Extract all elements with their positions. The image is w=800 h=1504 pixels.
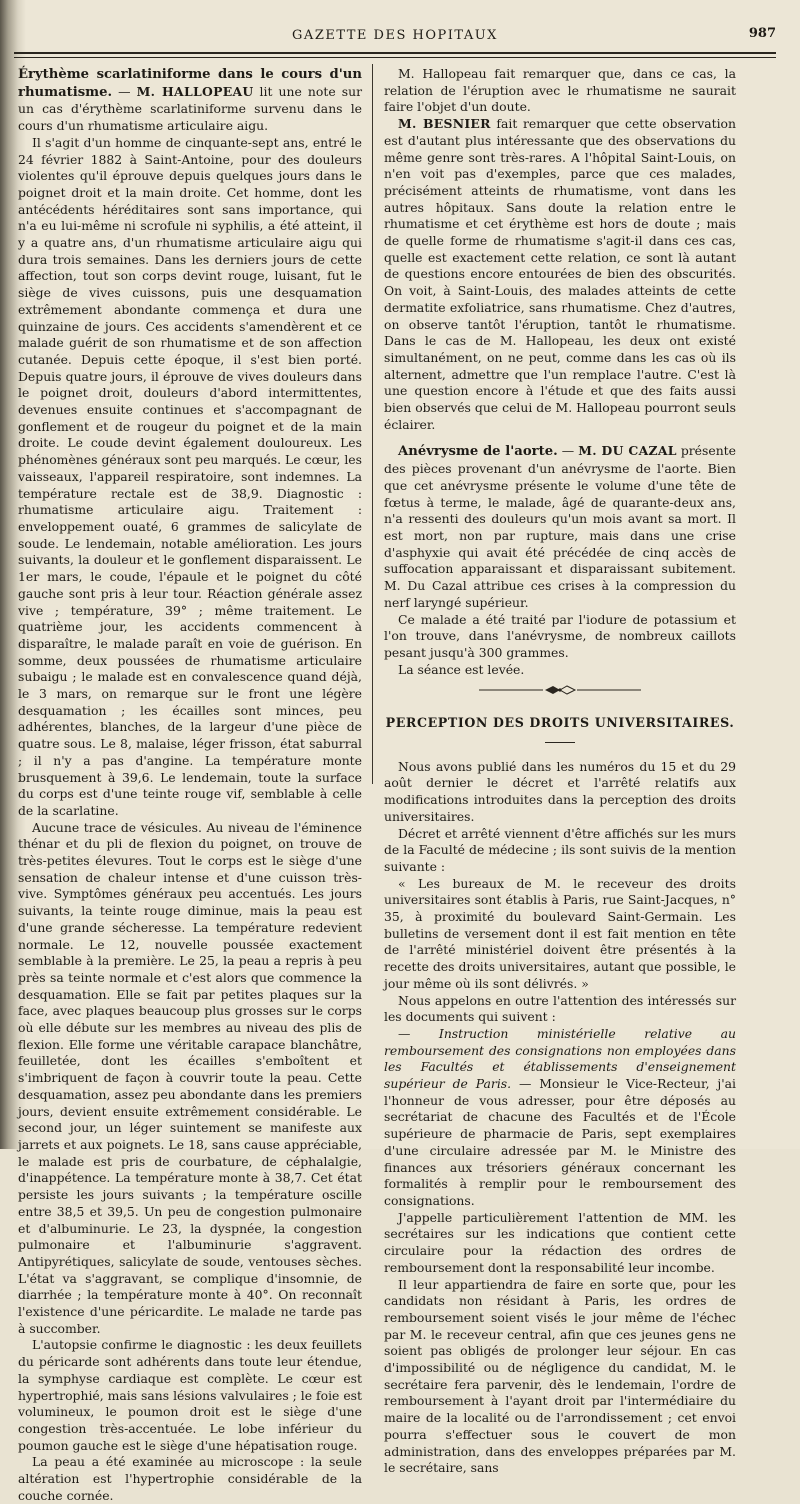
aneurysm-title: Anévrysme de l'aorte. xyxy=(398,444,558,460)
paragraph-quote: « Les bureaux de M. le receveur des droits universitaires sont établis à Paris, rue Saint-Jacques, n° 35, à proximité du boulevard Saint-Germain. Les bulletins de versement dont il est fait mention en tête de l'arrêté ministériel doivent être présentés à la recette des droits universitaires, autant que possible, le jour même où ils sont délivrés. » xyxy=(384,875,736,991)
section-short-rule xyxy=(545,742,575,743)
paragraph-instruction xyxy=(384,1026,736,1210)
besnier-text: fait remarquer que cette observation est d'autant plus intéressante que des observations du même genre sont très-rares. A l'hôpital Saint-Louis, on n'en voit pas d'exemples, parce que ces malades, précisément atteints de rhumatisme, vont dans les autres hôpitaux. Sans doute la relation entre le rhumatisme et cet érythème est hors de doute ; mais de quelle forme de rhumatisme s'agit-il dans ces cas, quelle est exactement cette relation, ce sont là autant de questions encore entourées de bien des obscurités. On voit, à Saint-Louis, des malades atteints de cette dermatite exfoliatrice, sans rhumatisme. Chez d'autres, on observe tantôt l'éruption, tantôt le rhumatisme. Dans le cas de M. Hallopeau, les deux ont existé simultanément, on ne peut, comme dans les cas où ils alternent, admettre que l'un remplace l'autre. C'est là une question encore à l'étude et que des faits aussi bien observés que celui de M. Hallopeau pourront seuls éclairer. xyxy=(384,116,736,432)
article-heading xyxy=(18,66,362,135)
instruction-title: — Instruction ministérielle relative au remboursement des consignations non employées dans les Facultés et établissements d'enseignement supérieur de Paris. xyxy=(384,1025,736,1092)
paragraph-session-closed: La séance est levée. xyxy=(398,661,525,677)
section-title: PERCEPTION DES DROITS UNIVERSITAIRES. xyxy=(385,715,735,731)
paragraph-case-history: Il s'agit d'un homme de cinquante-sept ans, entré le 24 février 1882 à Saint-Antoine, pour des douleurs violentes qu'il éprouve depuis quelques jours dans le poignet droit et la main droite. Cet homme, dont les antécédents héréditaires sont sans importance, qui n'a eu lui-même ni scrofule ni syphilis, a été atteint, il y a quatre ans, d'un rhumatisme articulaire aigu qui dura trois semaines. Dans les derniers jours de cette affection, tout son corps devint rouge, luisant, fut le siège de vives cuissons, puis une desquamation extrêmement abondante commença et dura une quinzaine de jours. Ces accidents s'amendèrent et ce malade guérit de son rhumatisme et de son affection cutanée. Depuis cette époque, il s'est bien porté. Depuis quatre jours, il éprouve de vives douleurs dans le poignet droit, douleurs d'abord intermittentes, devenues ensuite continues et s'accompagnant de gonflement et de rougeur du poignet et de la main droite. Le coude devint également douloureux. Les phénomènes généraux sont peu marqués. Le cœur, les vaisseaux, l'appareil respiratoire, sont indemnes. La température rectale est de 38,9. Diagnostic : rhumatisme articulaire aigu. Traitement : enveloppement ouaté, 6 grammes de salicylate de soude. Le lendemain, notable amélioration. Les jours suivants, la douleur et le gonflement disparaissent. Le 1er mars, le coude, l'épaule et le poignet du côté gauche sont pris à leur tour. Réaction générale assez vive ; température, 39° ; même traitement. Le quatrième jour, les accidents commencent à disparaître, le malade paraît en voie de guérison. En somme, deux poussées de rhumatisme articulaire subaigu ; le malade est en convalescence quand déjà, le 3 mars, on remarque sur le front une légère desquamation ; les écailles sont minces, peu adhérentes, blanches, de la largeur d'une pièce de quatre sous. Le 8, malaise, léger frisson, état saburral ; il n'y a pas d'angine. La température monte brusquement à 39,6. Le lendemain, toute la surface du corps est d'une teinte rouge vif, semblable à celle de la scarlatine. xyxy=(18,134,362,818)
ornament-icon xyxy=(475,684,645,696)
header-rule-thin xyxy=(14,57,776,58)
author-name: M. HALLOPEAU xyxy=(136,83,254,99)
header-rule-thick xyxy=(14,52,776,54)
author-besnier: M. BESNIER xyxy=(398,116,491,132)
left-column xyxy=(18,66,362,1504)
paragraph-candidates: Il leur appartiendra de faire en sorte que, pour les candidats non résidant à Paris, les ordres de remboursement soient visés le jour même de l'échec par M. le receveur central, afin que ces jeunes gens ne soient pas obligés de prolonger leur séjour. En cas d'impossibilité ou de négligence du candidat, M. le secrétaire fera parvenir, dès le lendemain, l'ordre de remboursement à l'ayant droit par l'intermédiaire du maire de la localité ou de l'arrondissement ; cet envoi pourra s'effectuer sous le couvert de mon administration, dans des enveloppes préparées par M. le secrétaire, sans xyxy=(384,1276,736,1476)
paragraph-symptoms: Aucune trace de vésicules. Au niveau de l'éminence thénar et du pli de flexion du poignet, on trouve de très-petites élevures. Tout le corps est le siège d'une sensation de chaleur intense et d'une cuisson très-vive. Symptômes généraux peu accentués. Les jours suivants, la teinte rouge diminue, mais la peau est d'une grande sécheresse. La température redevient normale. Le 12, nouvelle poussée exactement semblable à la première. Le 25, la peau a repris à peu près sa teinte normale et c'est alors que commence la desquamation. Elle se fait par petites plaques sur la face, avec plaques beaucoup plus grosses sur le corps où elle débute sur les membres au niveau des plis de flexion. Elle forme une véritable carapace blanchâtre, feuilletée, dont les écailles s'emboîtent et s'imbriquent de façon à couvrir toute la peau. Cette desquamation, assez peu abondante dans les premiers jours, devient ensuite extrêmement considérable. Le second jour, un léger suintement se manifeste aux jarrets et aux poignets. Le 18, sans cause appréciable, le malade est pris de courbature, de céphalalgie, d'inappétence. La température monte à 38,7. Cet état persiste les jours suivants ; la température oscille entre 38,5 et 39,5. Un peu de congestion pulmonaire et d'albuminurie. Le 23, la dyspnée, la congestion pulmonaire et l'albuminurie s'aggravent. Antipyrétiques, salicylate de soude, ventouses sèches. L'état va s'aggravant, se complique d'insomnie, de diarrhée ; la température monte à 40°. On reconnaît l'existence d'une péricardite. Le malade ne tarde pas à succomber. xyxy=(18,819,362,1336)
paragraph-attention: Nous appelons en outre l'attention des intéressés sur les documents qui suivent : xyxy=(384,992,736,1025)
column-divider xyxy=(372,64,373,784)
page-number: 987 xyxy=(748,26,776,41)
aneurysm-text: présente des pièces provenant d'un anévrysme de l'aorte. Bien que cet anévrysme présente le volume d'une tête de fœtus à terme, le malade, âgé de quarante-deux ans, n'a ressenti des douleurs qu'un mois avant sa mort. Il est mort, non par rupture, mais dans une crise d'asphyxie qui avait été précédée de cinq accès de suffocation apparaissant et disparaissant subitement. M. Du Cazal attribue ces crises à la compression du nerf laryngé supérieur. xyxy=(384,443,736,610)
article-title: Érythème scarlatiniforme dans le cours d'un rhumatisme. xyxy=(18,67,362,100)
paragraph-aneurysm xyxy=(384,443,736,611)
title-dash: — xyxy=(112,83,137,99)
ornament-divider xyxy=(384,684,736,701)
paragraph-secretaries: J'appelle particulièrement l'attention de MM. les secrétaires sur les indications que contient cette circulaire pour la rédaction des ordres de remboursement dont la responsabilité leur incombe. xyxy=(384,1209,736,1275)
instruction-text: — Monsieur le Vice-Recteur, j'ai l'honneur de vous adresser, pour être déposés au secrétariat de chacune des Facultés et de l'École supérieure de pharmacie de Paris, sept exemplaires d'une circulaire adressée par M. le Ministre des finances aux trésoriers généraux concernant les formalités à remplir pour le remboursement des consignations. xyxy=(384,1076,736,1208)
paragraph-hallopeau-remark: M. Hallopeau fait remarquer que, dans ce cas, la relation de l'éruption avec le rhumatisme ne saurait faire l'objet d'un doute. xyxy=(384,66,736,115)
paragraph-autopsy: L'autopsie confirme le diagnostic : les deux feuillets du péricarde sont adhérents dans toute leur étendue, la symphyse cardiaque est complète. Le cœur est hypertrophié, mais sans lésions valvulaires ; le foie est volumineux, le poumon droit est le siège d'une congestion très-accentuée. Le lobe inférieur du poumon gauche est le siège d'une hépatisation rouge. xyxy=(18,1337,362,1453)
paragraph-treatment: Ce malade a été traité par l'iodure de potassium et l'on trouve, dans l'anévrysme, de nombreux caillots pesant jusqu'à 300 grammes. xyxy=(384,611,736,660)
author-du-cazal: M. DU CAZAL xyxy=(578,443,677,459)
journal-title: GAZETTE DES HOPITAUX xyxy=(292,28,498,43)
paragraph-microscope: La peau a été examinée au microscope : la seule altération est l'hypertrophie considérable de la couche cornée. xyxy=(18,1454,362,1503)
paragraph-published: Nous avons publié dans les numéros du 15 et du 29 août dernier le décret et l'arrêté relatifs aux modifications introduites dans la perception des droits universitaires. xyxy=(384,758,736,824)
aneurysm-dash: — xyxy=(557,443,579,459)
running-header xyxy=(14,26,776,52)
article-intro: lit une note sur un cas d'érythème scarlatiniforme survenu dans le cours d'un rhumatisme articulaire aigu. xyxy=(18,83,362,134)
paragraph-decree: Décret et arrêté viennent d'être affichés sur les murs de la Faculté de médecine ; ils sont suivis de la mention suivante : xyxy=(384,825,736,874)
paragraph-besnier xyxy=(384,116,736,433)
right-column xyxy=(384,66,736,1477)
